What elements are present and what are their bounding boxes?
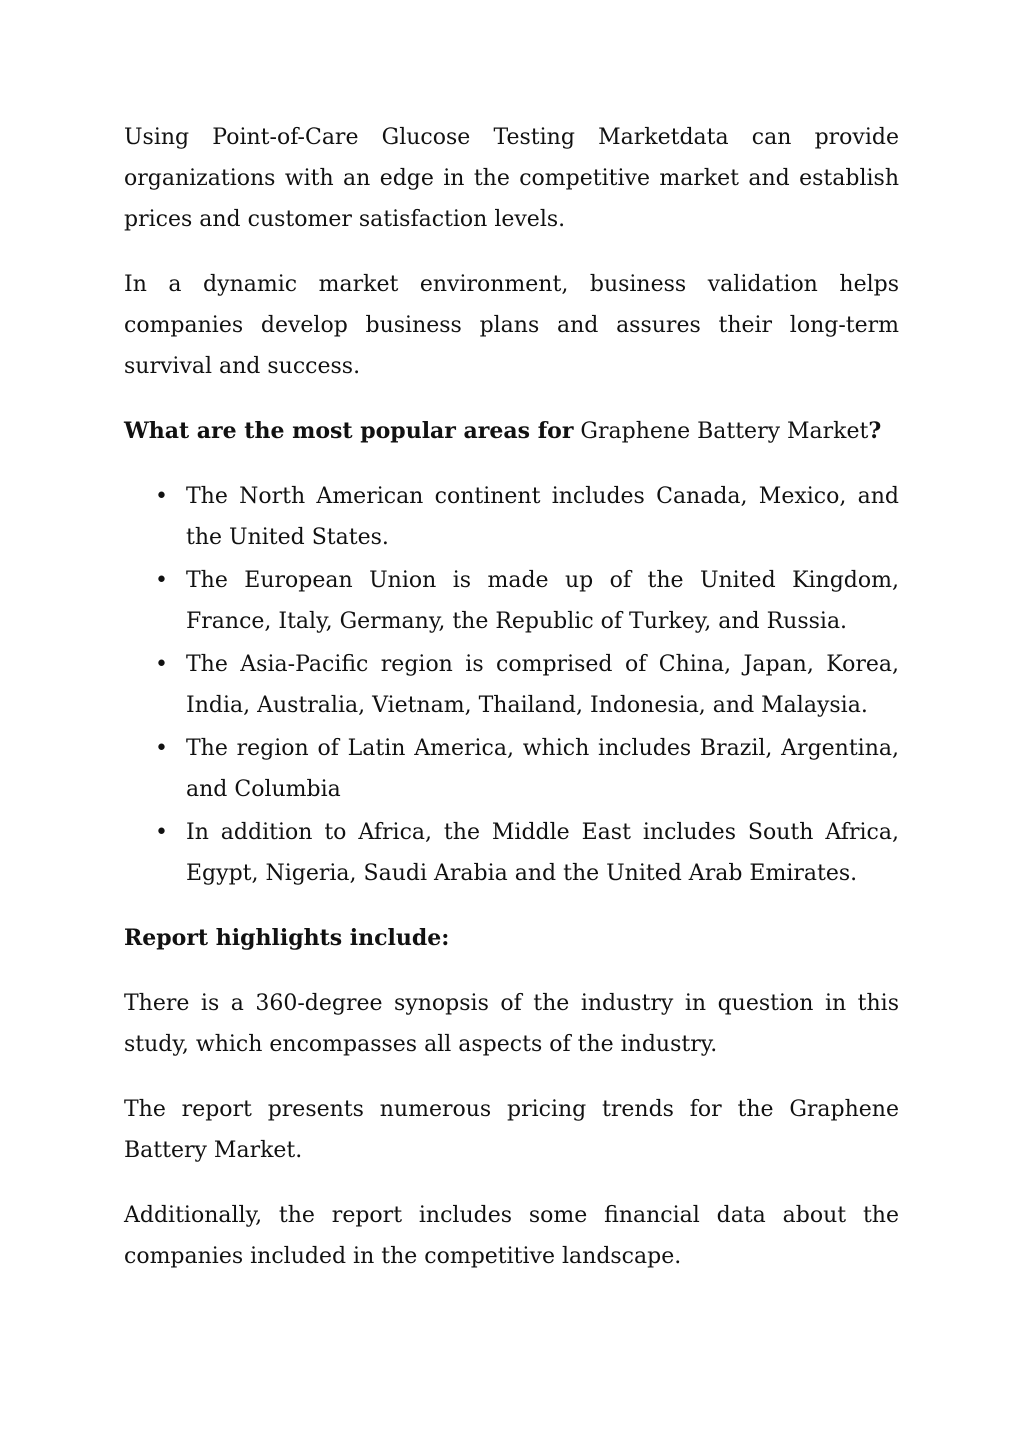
report-highlights-heading-text: Report highlights include: — [124, 925, 450, 951]
pricing-trends-paragraph: The report presents numerous pricing trends for the Graphene Battery Market. — [124, 1097, 899, 1163]
document-page — [124, 117, 899, 1301]
popular-areas-heading-bold: What are the most popular areas for — [124, 418, 574, 444]
list-item — [155, 812, 899, 894]
list-item — [155, 476, 899, 558]
financial-data-paragraph: Additionally, the report includes some financial data about the companies included in the competitive landscape. — [124, 1203, 899, 1269]
list-item — [155, 728, 899, 810]
intro-paragraph: Using Point-of-Care Glucose Testing Marketdata can provide organizations with an edge in the competitive market and establish prices and customer satisfaction levels. — [124, 125, 899, 232]
region-text: The European Union is made up of the United Kingdom, France, Italy, Germany, the Republic of Turkey, and Russia. — [186, 568, 899, 634]
popular-areas-heading-question-mark: ? — [868, 418, 882, 444]
report-highlights-heading — [124, 918, 899, 959]
region-text: The Asia-Pacific region is comprised of China, Japan, Korea, India, Australia, Vietnam, Thailand, Indonesia, and Malaysia. — [186, 652, 899, 718]
region-text: The region of Latin America, which includes Brazil, Argentina, and Columbia — [186, 736, 899, 802]
synopsis-paragraph: There is a 360-degree synopsis of the industry in question in this study, which encompasses all aspects of the industry. — [124, 991, 899, 1057]
regions-list — [124, 476, 899, 894]
bullet-icon: • — [155, 736, 168, 761]
region-text: The North American continent includes Canada, Mexico, and the United States. — [186, 484, 899, 550]
popular-areas-heading-market: Graphene Battery Market — [580, 419, 869, 444]
bullet-icon: • — [155, 652, 168, 677]
list-item — [155, 560, 899, 642]
bullet-icon: • — [155, 484, 168, 509]
region-text: In addition to Africa, the Middle East includes South Africa, Egypt, Nigeria, Saudi Arabia and the United Arab Emirates. — [186, 820, 899, 886]
popular-areas-heading — [124, 411, 899, 452]
validation-paragraph: In a dynamic market environment, business validation helps companies develop business plans and assures their long-term survival and success. — [124, 272, 899, 379]
bullet-icon: • — [155, 568, 168, 593]
bullet-icon: • — [155, 820, 168, 845]
list-item — [155, 644, 899, 726]
